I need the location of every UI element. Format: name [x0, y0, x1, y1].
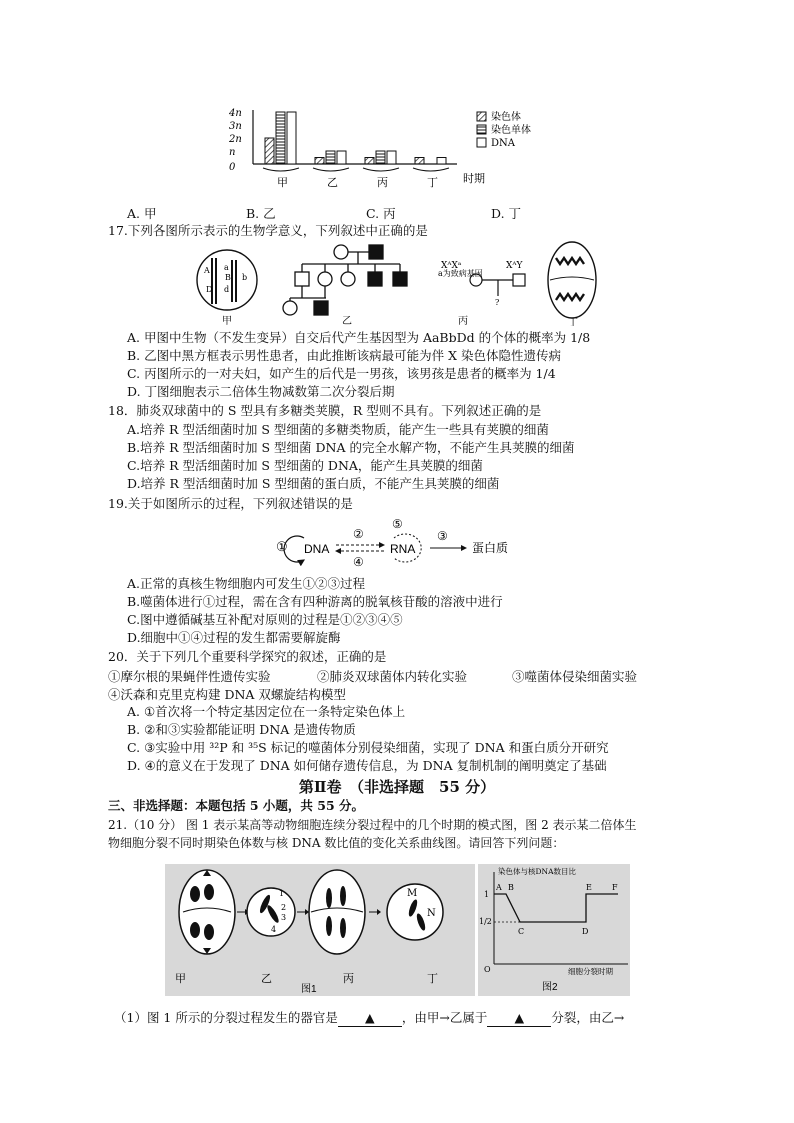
chromosome-3: 3: [281, 913, 287, 922]
answer-blank-1[interactable]: ▲: [338, 1010, 402, 1027]
q21-stem-line1: 21.（10 分） 图 1 表示某高等动物细胞连续分裂过程中的几个时期的模式图，图 2 表示某二倍体生: [108, 818, 637, 832]
q16-option-a[interactable]: A. 甲: [127, 206, 157, 221]
q20-item-4: ④沃森和克里克构建 DNA 双螺旋结构模型: [108, 687, 346, 702]
bar-DNA: [337, 151, 346, 164]
point-D: D: [582, 927, 589, 936]
process-2-label: ②: [353, 527, 364, 541]
q16-option-c[interactable]: C. 丙: [366, 206, 396, 221]
fig-bing-cross: [438, 261, 525, 307]
figure-2-drawing: [478, 864, 630, 996]
q20-option-d[interactable]: D. ④的意义在于发现了 DNA 如何储存遗传信息，为 DNA 复制机制的阐明奠定了基础: [127, 758, 607, 773]
category-label: 甲: [277, 176, 288, 189]
genotype-female: XᴬXᵃ: [441, 261, 462, 271]
gene-A: A: [204, 266, 210, 275]
fig-label-ding: 丁: [568, 318, 578, 326]
q20-item-3: ③噬菌体侵染细菌实验: [512, 669, 638, 684]
gene-D: D: [206, 285, 213, 294]
section-title: 三、非选择题：本题包括 5 小题，共 55 分。: [108, 798, 365, 813]
y-tick-label: 3n: [229, 121, 242, 132]
chromosome-4: 4: [271, 925, 277, 934]
genotype-male: XᴬY: [506, 261, 523, 271]
bar-染色体: [315, 158, 324, 165]
protein-label: 蛋白质: [472, 541, 509, 555]
answer-blank-2[interactable]: ▲: [487, 1010, 551, 1027]
legend-label: 染色体: [491, 112, 521, 123]
category-label: 丁: [427, 176, 438, 189]
q20-item-2: ②肺炎双球菌体内转化实验: [317, 669, 468, 684]
q16-option-b[interactable]: B. 乙: [246, 206, 276, 221]
point-A: A: [496, 883, 502, 892]
fig2-origin: O: [484, 965, 491, 974]
q19-stem: 19.关于如图所示的过程，下列叙述错误的是: [108, 496, 353, 511]
q21-stem-line2: 物细胞分裂不同时期染色体数与核 DNA 数比值的变化关系曲线图。请回答下列问题：: [108, 836, 565, 850]
chromosome-bar-chart: [225, 108, 545, 190]
central-dogma-diagram: [270, 514, 530, 570]
q18-option-a[interactable]: A.培养 R 型活细菌时加 S 型细菌的多糖类物质，能产生一些具有荚膜的细菌: [127, 422, 549, 437]
point-E: E: [586, 883, 592, 892]
point-F: F: [612, 883, 618, 892]
fig1-label-ding: 丁: [427, 972, 438, 985]
legend-label: 染色单体: [491, 125, 531, 136]
bar-染色单体: [326, 151, 335, 164]
category-brace: [413, 168, 449, 171]
gene-a: a: [224, 263, 229, 272]
fig-jia-cell: [197, 250, 257, 310]
q16-option-d[interactable]: D. 丁: [491, 206, 522, 221]
q21-sub1-part-c: 分裂，由乙→: [551, 1010, 625, 1025]
bar-DNA: [437, 158, 446, 165]
legend-swatch: [477, 112, 486, 121]
fig-label-bing: 丙: [458, 316, 468, 326]
q19-option-b[interactable]: B.噬菌体进行①过程，需在含有四种游离的脱氧核苷酸的溶液中进行: [127, 594, 503, 609]
figure-2: [478, 864, 630, 996]
gene-d: d: [224, 285, 230, 294]
process-5-label: ⑤: [392, 517, 403, 531]
process-3-label: ③: [437, 529, 448, 543]
bar-DNA: [287, 112, 296, 164]
chromosome-2: 2: [281, 903, 287, 912]
fig1-title: 图1: [301, 984, 317, 995]
gene-b: b: [242, 273, 248, 282]
figure-1-drawing: [165, 864, 475, 996]
point-C: C: [518, 927, 525, 936]
q21-sub1-part-a: （1）图 1 所示的分裂过程发生的器官是: [114, 1010, 338, 1025]
q21-sub1-part-b: ，由甲→乙属于: [401, 1010, 488, 1025]
fig1-label-jia: 甲: [175, 972, 186, 985]
q17-option-a[interactable]: A. 甲图中生物（不发生变异）自交后代产生基因型为 AaBbDd 的个体的概率为 1/8: [127, 330, 591, 345]
fig2-tick-1: 1: [484, 890, 490, 899]
chromosome-N: N: [427, 908, 436, 919]
q17-stem: 17.下列各图所示表示的生物学意义，下列叙述中正确的是: [108, 223, 428, 238]
point-B: B: [508, 883, 514, 892]
q20-item-1: ①摩尔根的果蝇伴性遗传实验: [108, 669, 271, 684]
q21-sub1: [114, 1010, 624, 1027]
fig1-label-bing: 丙: [343, 972, 354, 985]
q20-option-a[interactable]: A. ①首次将一个特定基因定位在一条特定染色体上: [127, 704, 406, 719]
fig2-y-label: 染色体与核DNA数目比: [498, 867, 576, 876]
q19-option-a[interactable]: A.正常的真核生物细胞内可发生①②③过程: [127, 576, 366, 591]
category-brace: [363, 168, 399, 171]
x-axis-label: 时期: [463, 172, 485, 185]
q18-option-d[interactable]: D.培养 R 型活细菌时加 S 型细菌的蛋白质，不能产生具荚膜的细菌: [127, 476, 500, 491]
bar-染色体: [365, 158, 374, 165]
bar-染色体: [415, 158, 424, 165]
q18-option-c[interactable]: C.培养 R 型活细菌时加 S 型细菌的 DNA，能产生具荚膜的细菌: [127, 458, 483, 473]
bar-染色单体: [376, 151, 385, 164]
pathogenic-gene-note: a为致病基因: [438, 269, 483, 278]
fig2-title: 图2: [542, 982, 558, 993]
fig-label-yi: 乙: [342, 316, 352, 326]
q20-stem: 20．关于下列几个重要科学探究的叙述，正确的是: [108, 649, 387, 664]
q18-option-b[interactable]: B.培养 R 型活细菌时加 S 型细菌 DNA 的完全水解产物，不能产生具荚膜的细菌: [127, 440, 575, 455]
y-tick-label: 4n: [229, 108, 242, 119]
q17-option-c[interactable]: C. 丙图所示的一对夫妇，如产生的后代是一男孩，该男孩是患者的概率为 1/4: [127, 366, 556, 381]
q17-figures: [190, 240, 610, 326]
category-label: 丙: [377, 176, 388, 189]
part2-title: 第Ⅱ卷 （非选择题 55 分）: [298, 778, 496, 796]
q18-stem: 18．肺炎双球菌中的 S 型具有多糖类荚膜，R 型则不具有。下列叙述正确的是: [108, 403, 542, 418]
process-4-label: ④: [353, 555, 364, 569]
q17-option-d[interactable]: D. 丁图细胞表示二倍体生物减数第二次分裂后期: [127, 384, 395, 399]
q20-option-c[interactable]: C. ③实验中用 ³²P 和 ³⁵S 标记的噬菌体分别侵染细菌，实现了 DNA 和蛋白质分开研究: [127, 740, 609, 755]
unknown-offspring: ?: [495, 298, 500, 307]
q17-option-b[interactable]: B. 乙图中黑方框表示男性患者，由此推断该病最可能为伴 X 染色体隐性遗传病: [127, 348, 561, 363]
y-tick-label: 2n: [229, 134, 242, 145]
bar-染色单体: [276, 112, 285, 164]
q19-option-d[interactable]: D.细胞中①④过程的发生都需要解旋酶: [127, 630, 341, 645]
q20-option-b[interactable]: B. ②和③实验都能证明 DNA 是遗传物质: [127, 722, 356, 737]
q19-option-c[interactable]: C.图中遵循碱基互补配对原则的过程是①②③④⑤: [127, 612, 403, 627]
gene-B: B: [225, 273, 231, 282]
process-1-label: ①: [276, 540, 288, 555]
dna-label: DNA: [304, 542, 330, 556]
legend-label: DNA: [491, 138, 515, 149]
rna-label: RNA: [390, 542, 416, 556]
fig-label-jia: 甲: [222, 316, 232, 326]
fig-yi-pedigree: [283, 245, 407, 315]
y-tick-label: n: [229, 147, 236, 158]
chromosome-M: M: [407, 888, 418, 899]
chromosome-1: 1: [279, 889, 285, 898]
legend-swatch: [477, 125, 486, 134]
y-tick-label: 0: [229, 162, 236, 173]
category-label: 乙: [327, 176, 338, 189]
fig2-x-label: 细胞分裂时期: [568, 967, 613, 976]
figure-1: [165, 864, 475, 996]
fig2-tick-half: 1/2: [479, 917, 492, 926]
fig-ding-cell: [548, 242, 596, 318]
bar-染色体: [265, 138, 274, 164]
fig1-label-yi: 乙: [261, 972, 272, 985]
legend-swatch: [477, 138, 486, 147]
category-brace: [313, 168, 349, 171]
bar-DNA: [387, 151, 396, 164]
category-brace: [263, 168, 299, 171]
